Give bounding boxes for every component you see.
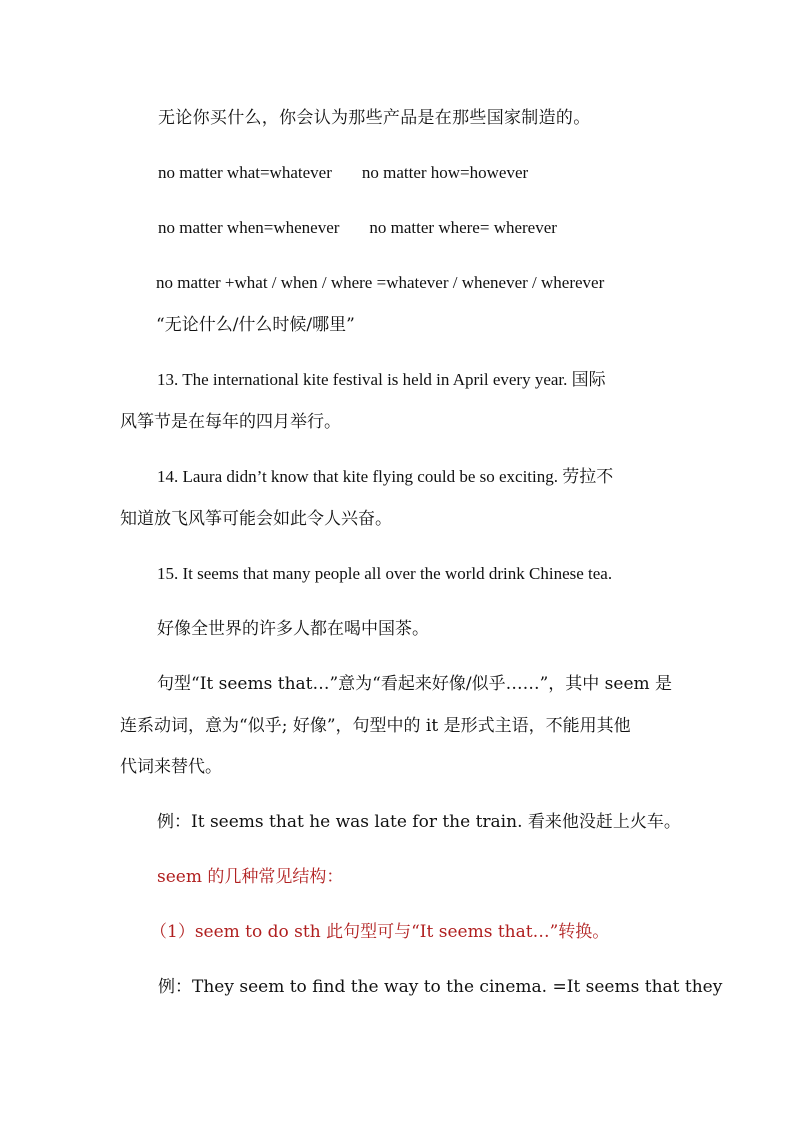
seem-structure-1: （1）seem to do sth 此句型可与“It seems that…”转换。 <box>150 922 610 942</box>
explanation-line-1: 句型“It seems that…”意为“看起来好像/似乎……”，其中 seem 是 <box>157 674 673 694</box>
phrase-pair-line <box>158 161 528 185</box>
sentence-13-line: 13. The international kite festival is held in April every year. 国际 <box>157 370 606 389</box>
phrase-pair-line <box>158 216 557 240</box>
sentence-15-translation: 好像全世界的许多人都在喝中国茶。 <box>157 619 429 639</box>
sentence-13-translation: 风筝节是在每年的四月举行。 <box>120 412 341 432</box>
sentence-15-line: 15. It seems that many people all over the world drink Chinese tea. <box>157 564 613 583</box>
phrase-what-whatever: no matter what=whatever <box>158 163 332 182</box>
example-line-2: 例：They seem to find the way to the cinema. =It seems that they <box>158 977 723 997</box>
sentence-14-translation: 知道放飞风筝可能会如此令人兴奋。 <box>120 509 392 529</box>
chinese-translation-line: 无论你买什么，你会认为那些产品是在那些国家制造的。 <box>158 108 591 128</box>
phrase-when-whenever: no matter when=whenever <box>158 218 340 237</box>
phrase-summary-line: no matter +what / when / where =whatever / whenever / wherever <box>156 273 605 292</box>
phrase-meaning-line: “无论什么/什么时候/哪里” <box>156 315 355 335</box>
phrase-where-wherever: no matter where= wherever <box>369 218 557 237</box>
explanation-line-2: 连系动词，意为“似乎; 好像”，句型中的 it 是形式主语，不能用其他 <box>120 716 631 736</box>
sentence-14-line: 14. Laura didn’t know that kite flying could be so exciting. 劳拉不 <box>157 467 614 486</box>
phrase-how-however: no matter how=however <box>361 163 529 182</box>
explanation-line-3: 代词来替代。 <box>120 757 222 777</box>
seem-structures-heading: seem 的几种常见结构： <box>157 867 344 887</box>
example-line: 例：It seems that he was late for the train. 看来他没赶上火车。 <box>157 812 681 832</box>
